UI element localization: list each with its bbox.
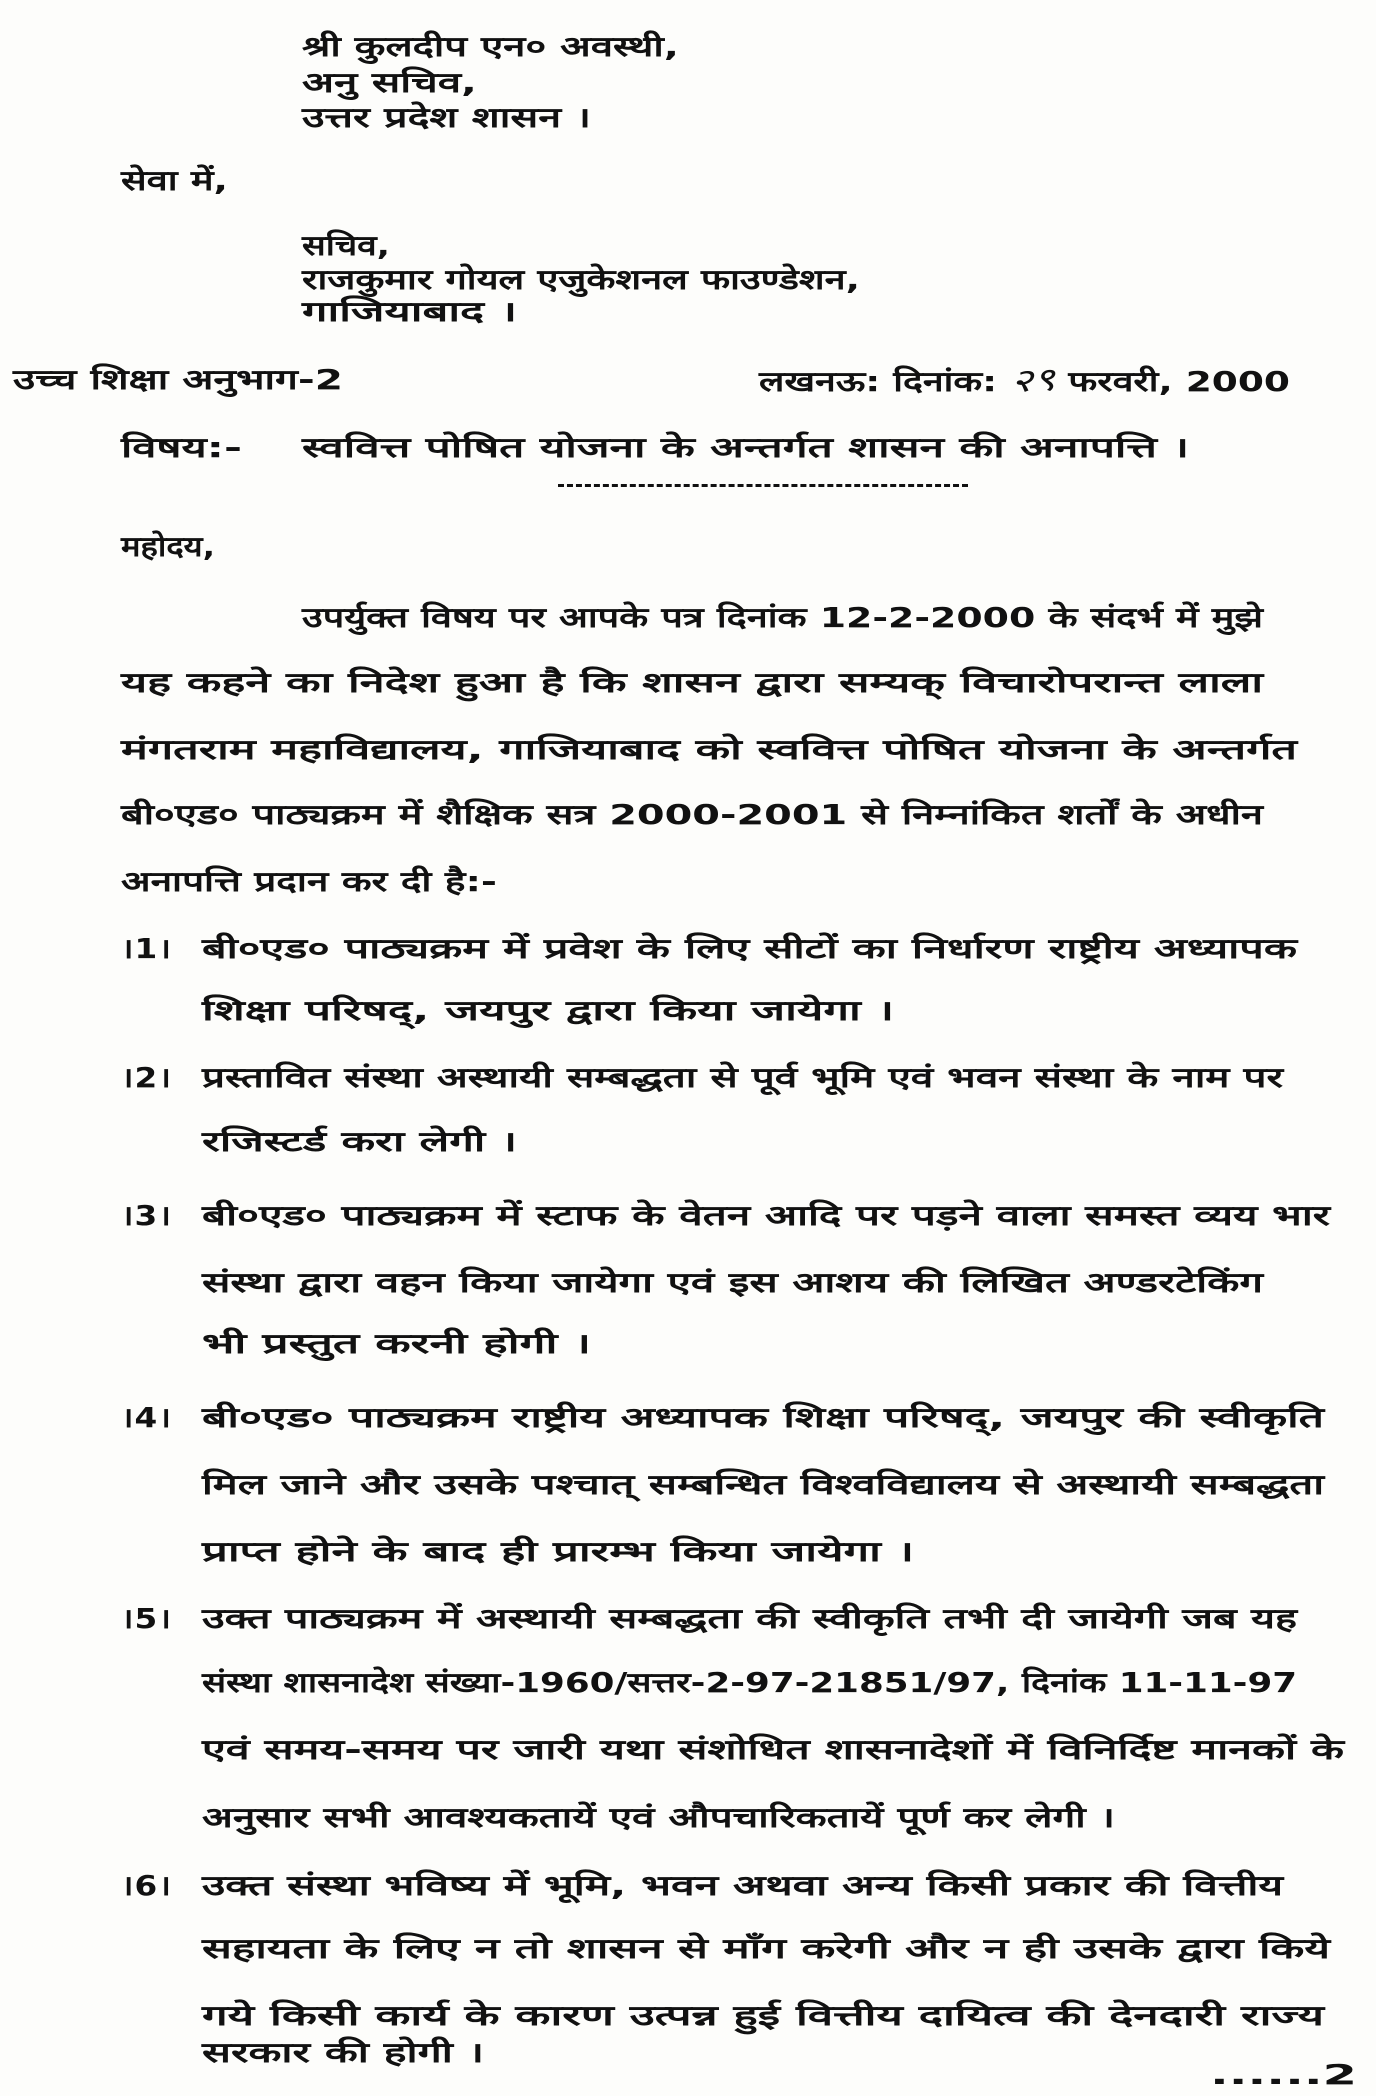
condition-line: रजिस्टर्ड करा लेगी ।	[202, 1125, 517, 1158]
recipient-designation: सचिव,	[302, 229, 391, 262]
recipient-organisation: राजकुमार गोयल एजुकेशनल फाउण्डेशन,	[302, 263, 861, 296]
subject-label: विषय:-	[121, 431, 242, 464]
sender-name: श्री कुलदीप एन० अवस्थी,	[302, 30, 679, 63]
page-continuation-marker: ......2	[1210, 2058, 1357, 2091]
condition-line: सरकार की होगी ।	[202, 2036, 485, 2069]
condition-number: ।2।	[121, 1061, 172, 1094]
condition-line: मिल जाने और उसके पश्चात् सम्बन्धित विश्वविद्यालय से अस्थायी सम्बद्धता	[202, 1468, 1325, 1501]
body-line: यह कहने का निदेश हुआ है कि शासन द्वारा सम्यक् विचारोपरान्त लाला	[121, 666, 1263, 699]
condition-line: बी०एड० पाठ्यक्रम में प्रवेश के लिए सीटों का निर्धारण राष्ट्रीय अध्यापक	[202, 932, 1297, 965]
date-month-year: फरवरी, 2000	[1068, 365, 1290, 398]
condition-line: एवं समय-समय पर जारी यथा संशोधित शासनादेशों में विनिर्दिष्ट मानकों के	[202, 1733, 1345, 1766]
condition-line: बी०एड० पाठ्यक्रम में स्टाफ के वेतन आदि पर पड़ने वाला समस्त व्यय भार	[202, 1199, 1331, 1232]
condition-line: उक्त पाठ्यक्रम में अस्थायी सम्बद्धता की स्वीकृति तभी दी जायेगी जब यह	[202, 1602, 1298, 1635]
body-line: बी०एड० पाठ्यक्रम में शैक्षिक सत्र 2000-2001 से निम्नांकित शर्तों के अधीन	[121, 798, 1263, 831]
subject-text: स्ववित्त पोषित योजना के अन्तर्गत शासन की अनापत्ति ।	[302, 431, 1190, 464]
body-line: अनापत्ति प्रदान कर दी है:-	[121, 865, 497, 898]
salutation-to: सेवा में,	[121, 164, 228, 197]
condition-line: प्राप्त होने के बाद ही प्रारम्भ किया जायेगा ।	[202, 1535, 914, 1568]
date-day-handwritten: २९	[1008, 359, 1057, 401]
condition-number: ।6।	[121, 1869, 172, 1902]
recipient-city: गाजियाबाद ।	[302, 295, 518, 328]
condition-line: प्रस्तावित संस्था अस्थायी सम्बद्धता से पूर्व भूमि एवं भवन संस्था के नाम पर	[202, 1061, 1284, 1094]
date-place-label: लखनऊ: दिनांक:	[759, 365, 998, 398]
condition-number: ।5।	[121, 1602, 172, 1635]
condition-line: भी प्रस्तुत करनी होगी ।	[202, 1327, 591, 1360]
condition-line: संस्था द्वारा वहन किया जायेगा एवं इस आशय की लिखित अण्डरटेकिंग	[202, 1266, 1264, 1299]
condition-line: बी०एड० पाठ्यक्रम राष्ट्रीय अध्यापक शिक्षा परिषद्, जयपुर की स्वीकृति	[202, 1401, 1324, 1434]
body-line: उपर्युक्त विषय पर आपके पत्र दिनांक 12-2-2000 के संदर्भ में मुझे	[302, 601, 1264, 634]
condition-line: संस्था शासनादेश संख्या-1960/सत्तर-2-97-21851/97, दिनांक 11-11-97	[202, 1666, 1298, 1699]
condition-line: अनुसार सभी आवश्यकतायें एवं औपचारिकतायें पूर्ण कर लेगी ।	[202, 1801, 1115, 1834]
body-line: मंगतराम महाविद्यालय, गाजियाबाद को स्ववित्त पोषित योजना के अन्तर्गत	[121, 733, 1298, 766]
letter-date	[759, 359, 1290, 401]
condition-line: सहायता के लिए न तो शासन से माँग करेगी और न ही उसके द्वारा किये	[202, 1932, 1331, 1965]
condition-line: गये किसी कार्य के कारण उत्पन्न हुई वित्तीय दायित्व की देनदारी राज्य	[202, 1999, 1324, 2032]
sender-office: उत्तर प्रदेश शासन ।	[302, 101, 591, 134]
condition-line: शिक्षा परिषद्, जयपुर द्वारा किया जायेगा ।	[202, 994, 895, 1027]
sender-designation: अनु सचिव,	[302, 66, 477, 99]
condition-number: ।3।	[121, 1199, 172, 1232]
condition-number: ।1।	[121, 932, 172, 965]
department-section: उच्च शिक्षा अनुभाग-2	[13, 363, 344, 396]
greeting: महोदय,	[121, 530, 215, 563]
condition-line: उक्त संस्था भविष्य में भूमि, भवन अथवा अन्य किसी प्रकार की वित्तीय	[202, 1869, 1284, 1902]
condition-number: ।4।	[121, 1401, 172, 1434]
subject-underline	[558, 484, 968, 487]
